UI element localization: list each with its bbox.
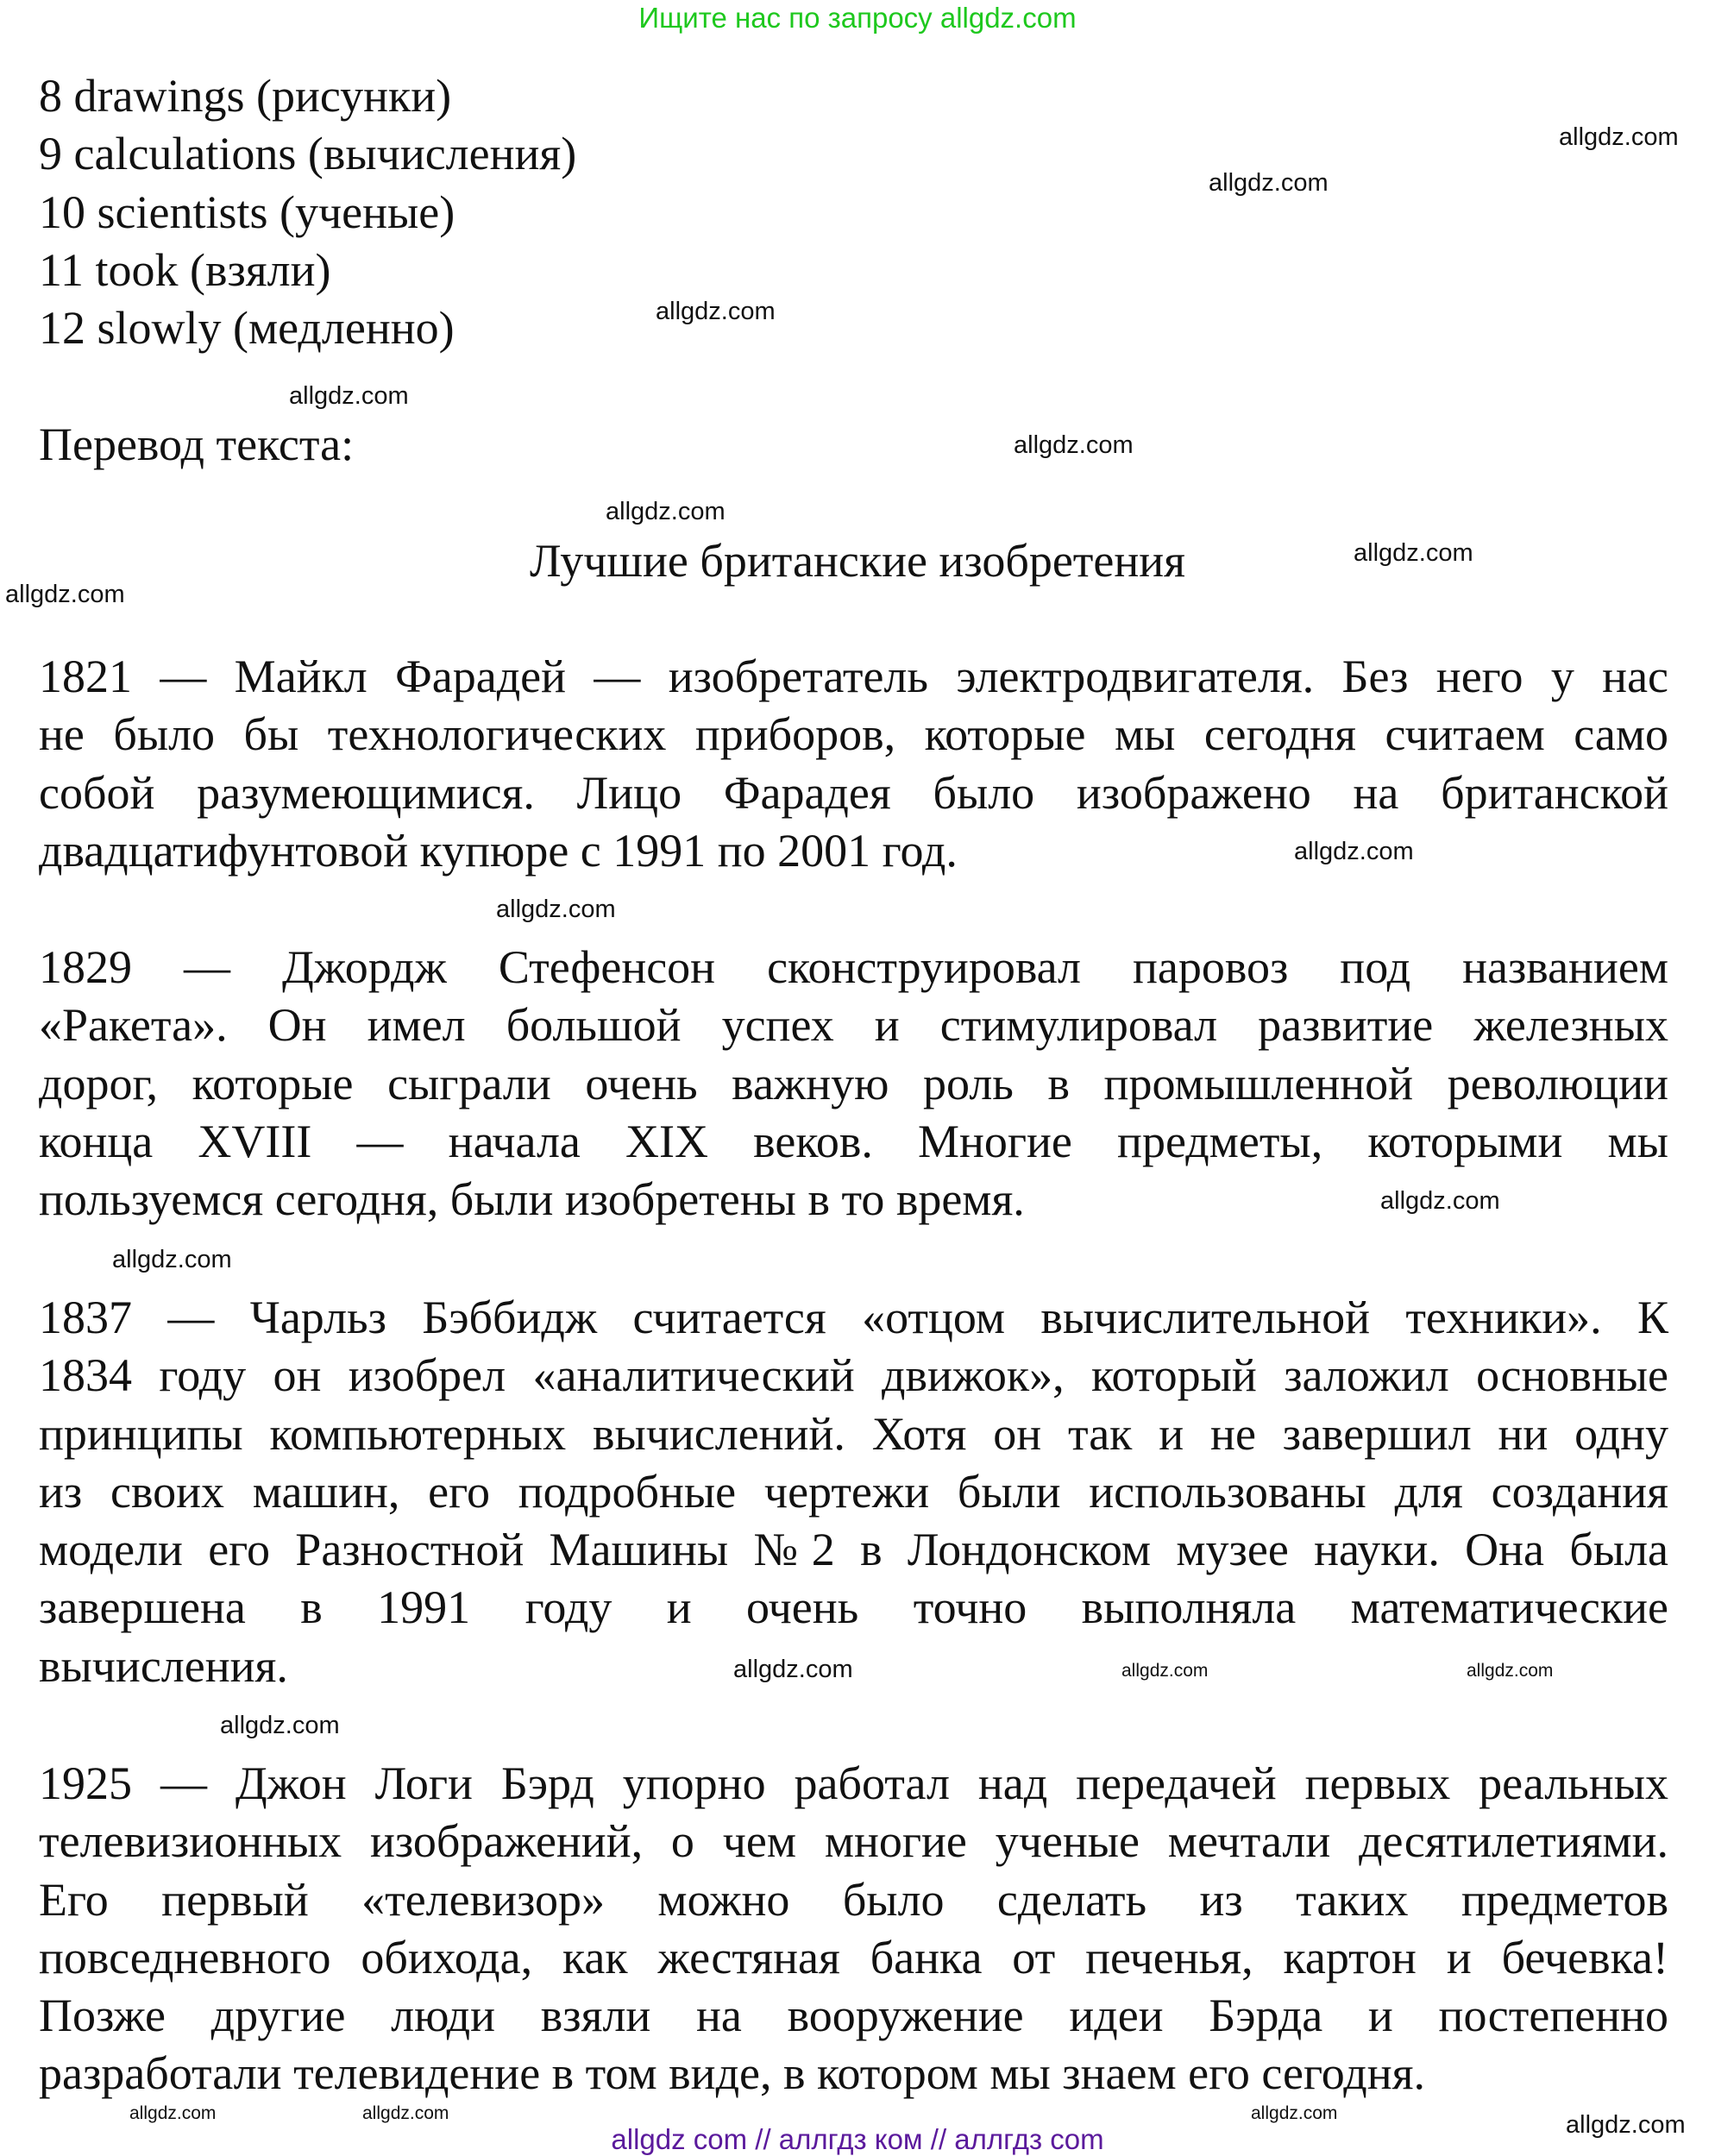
vocab-item: 11 took (взяли) <box>39 243 331 296</box>
watermark: allgdz.com <box>1380 1187 1500 1215</box>
watermark: allgdz.com <box>1014 431 1134 459</box>
paragraph-line: «Ракета». Он имел большой успех и стимулировал развитие железных <box>39 999 1668 1052</box>
paragraph-line: из своих машин, его подробные чертежи были использованы для создания <box>39 1465 1668 1518</box>
watermark: allgdz.com <box>733 1656 853 1683</box>
paragraph-line: двадцатифунтовой купюре с 1991 по 2001 год. <box>39 824 958 877</box>
watermark: allgdz.com <box>1467 1661 1554 1681</box>
vocab-list <box>39 67 1668 357</box>
paragraph-line: завершена в 1991 году и очень точно выполняла математические <box>39 1581 1668 1634</box>
paragraph-line: пользуемся сегодня, были изобретены в то время. <box>39 1173 1025 1226</box>
paragraph-1925 <box>39 1755 1668 2103</box>
paragraph-line: вычисления. <box>39 1639 288 1692</box>
watermark: allgdz.com <box>1121 1661 1209 1681</box>
watermark: allgdz.com <box>289 382 409 410</box>
watermark: allgdz.com <box>1354 539 1473 567</box>
vocab-item: 12 slowly (медленно) <box>39 302 455 355</box>
watermark: allgdz.com <box>1294 838 1414 865</box>
watermark: allgdz.com <box>1566 2111 1686 2139</box>
vocab-item: 8 drawings (рисунки) <box>39 70 452 122</box>
header-banner: Ищите нас по запросу allgdz.com <box>638 2 1077 34</box>
paragraph-line: 1821 — Майкл Фарадей — изобретатель электродвигателя. Без него у нас <box>39 651 1668 702</box>
paragraph-line: Позже другие люди взяли на вооружение идеи Бэрда и постепенно <box>39 1989 1668 2042</box>
paragraph-line: не было бы технологических приборов, которые мы сегодня считаем само <box>39 708 1668 761</box>
watermark: allgdz.com <box>129 2103 217 2123</box>
paragraph-1821 <box>39 648 1668 880</box>
paragraph-line: 1925 — Джон Логи Бэрд упорно работал над передачей первых реальных <box>39 1757 1668 1809</box>
watermark: allgdz.com <box>496 896 616 923</box>
paragraph-line: собой разумеющимися. Лицо Фарадея было изображено на британской <box>39 766 1668 819</box>
paragraph-line: разработали телевидение в том виде, в котором мы знаем его сегодня. <box>39 2047 1425 2100</box>
text-title: Лучшие британские изобретения <box>529 535 1185 587</box>
watermark: allgdz.com <box>220 1712 340 1739</box>
watermark: allgdz.com <box>1559 123 1679 151</box>
paragraph-line: 1837 — Чарльз Бэббидж считается «отцом вычислительной техники». К <box>39 1292 1668 1343</box>
vocab-item: 9 calculations (вычисления) <box>39 128 577 180</box>
paragraph-line: повседневного обихода, как жестяная банка от печенья, картон и бечевка! <box>39 1931 1668 1983</box>
paragraph-line: 1829 — Джордж Стефенсон сконструировал паровоз под названием <box>39 941 1668 993</box>
watermark: allgdz.com <box>112 1246 232 1273</box>
watermark: allgdz.com <box>1209 169 1329 197</box>
watermark: allgdz.com <box>606 498 726 525</box>
translation-heading: Перевод текста: <box>39 418 355 470</box>
footer-banner: allgdz com // аллгдз ком // аллгдз com <box>611 2123 1104 2155</box>
paragraph-line: телевизионных изображений, о чем многие ученые мечтали десятилетиями. <box>39 1815 1668 1868</box>
paragraph-line: Его первый «телевизор» можно было сделать из таких предметов <box>39 1873 1668 1926</box>
paragraph-1829 <box>39 939 1668 1229</box>
paragraph-line: модели его Разностной Машины №2 в Лондонском музее науки. Она была <box>39 1524 1668 1576</box>
watermark: allgdz.com <box>656 298 776 325</box>
paragraph-line: дорог, которые сыграли очень важную роль в промышленной революции <box>39 1057 1668 1109</box>
paragraph-line: принципы компьютерных вычислений. Хотя он так и не завершил ни одну <box>39 1407 1668 1460</box>
paragraph-line: конца XVIII — начала XIX веков. Многие предметы, которыми мы <box>39 1115 1668 1167</box>
watermark: allgdz.com <box>362 2103 449 2123</box>
watermark: allgdz.com <box>5 581 125 608</box>
paragraph-line: 1834 году он изобрел «аналитический движок», который заложил основные <box>39 1349 1668 1402</box>
paragraph-1837 <box>39 1289 1668 1695</box>
vocab-item: 10 scientists (ученые) <box>39 185 455 238</box>
watermark: allgdz.com <box>1251 2103 1338 2123</box>
